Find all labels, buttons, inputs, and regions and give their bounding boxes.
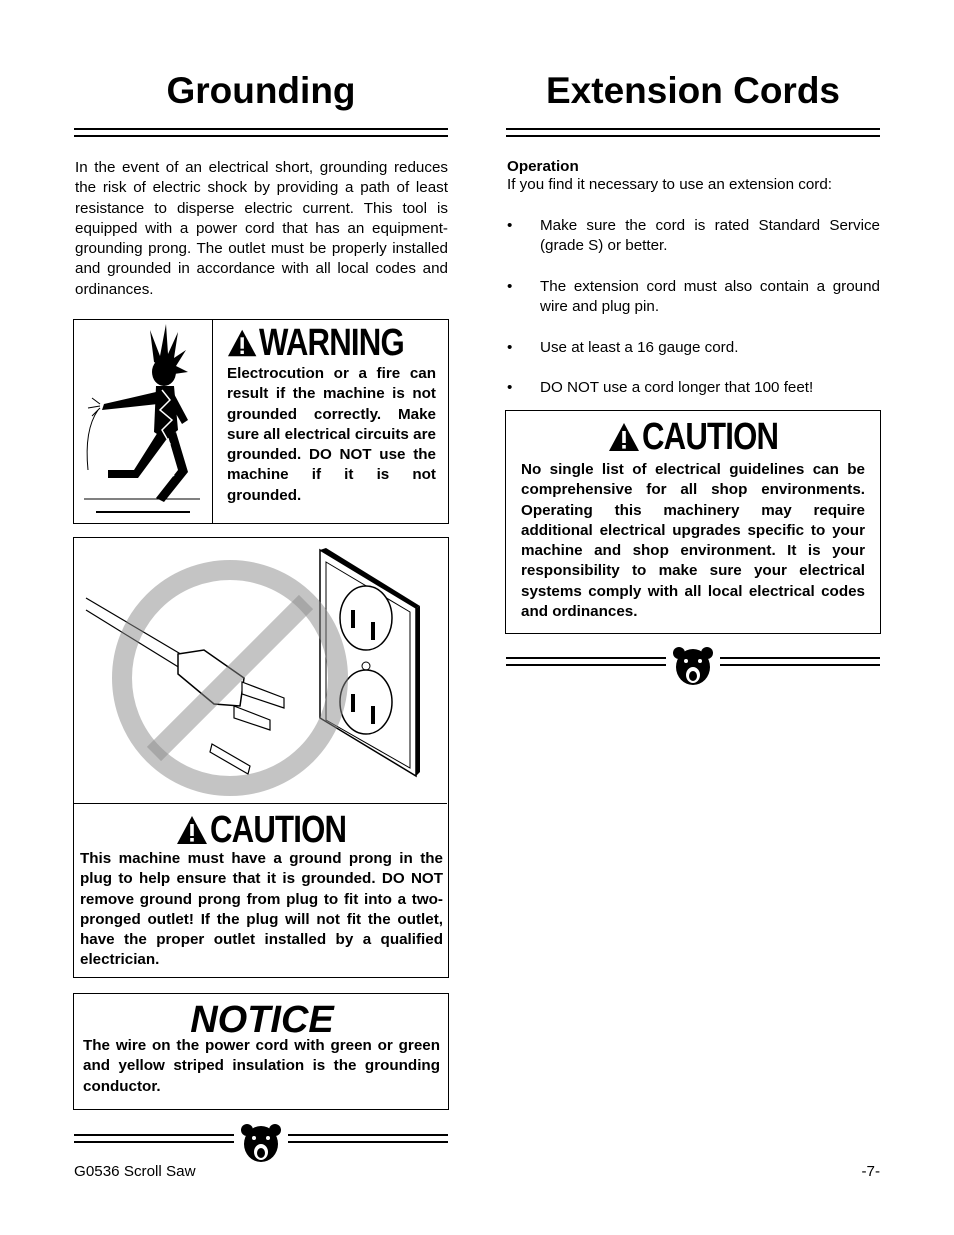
notice-box	[73, 993, 449, 1110]
right-caution-word: CAUTION	[641, 415, 779, 458]
list-item: • Use at least a 16 gauge cord.	[507, 338, 739, 356]
warning-word: WARNING	[259, 321, 405, 364]
operation-intro: If you find it necessary to use an extension cord:	[507, 176, 833, 193]
right-caution-signal	[506, 417, 880, 457]
outlet-caution-box	[73, 537, 449, 978]
extension-heading-rule	[506, 128, 880, 137]
warning-box	[73, 319, 449, 524]
bear-divider-right	[506, 645, 880, 689]
warning-text: Electrocution or a fire can result if the machine is not grounded correctly. Make sure all electrical circuits are grounded. DO NOT use the machine if it is not grounded.	[227, 365, 436, 504]
plug-outlet-illustration	[74, 538, 447, 804]
electrocution-illustration	[74, 320, 213, 523]
warning-triangle-icon	[227, 328, 257, 358]
grounding-heading: Grounding	[166, 70, 356, 111]
footer-page-number: -7-	[861, 1163, 880, 1180]
right-caution-text: No single list of electrical guidelines can be comprehensive for all shop environments. Operating this machinery may require additional electrical upgrades specific to your machine and shop environment. It is your responsibility to make sure your electrical systems comply with all local electrical codes and ordinances.	[521, 461, 865, 621]
list-item: • DO NOT use a cord longer that 100 feet!	[507, 379, 814, 397]
footer-model: G0536 Scroll Saw	[74, 1163, 196, 1180]
bear-divider-left	[74, 1122, 448, 1166]
bear-logo-icon	[239, 1122, 283, 1166]
notice-word: NOTICE	[190, 999, 334, 1041]
caution-triangle-icon	[608, 422, 640, 452]
bear-logo-icon	[671, 645, 715, 689]
warning-signal	[227, 321, 436, 364]
caution-word: CAUTION	[210, 808, 347, 851]
notice-text: The wire on the power cord with green or green and yellow striped insulation is the grounding conductor.	[83, 1037, 440, 1095]
no-two-prong-plug-icon	[74, 538, 447, 804]
list-item: • Make sure the cord is rated Standard Service (grade S) or better.	[507, 217, 880, 255]
caution-triangle-icon	[176, 815, 208, 845]
caution-signal	[80, 810, 443, 850]
electrocution-figure-icon	[74, 320, 213, 523]
operation-subheading: Operation	[507, 158, 579, 175]
right-caution-box	[505, 410, 881, 634]
caution-text: This machine must have a ground prong in the plug to help ensure that it is grounded. DO NOT remove ground prong from plug to fit into a two-pronged outlet! If the plug will not fit the outlet, have the proper outlet installed by a qualified electrician.	[80, 850, 443, 969]
list-item: • The extension cord must also contain a ground wire and plug pin.	[507, 277, 880, 316]
extension-bullet-list	[507, 216, 880, 419]
grounding-intro: In the event of an electrical short, grounding reduces the risk of electric shock by providing a path of least resistance to disperse electric current. This tool is equipped with a power cord that has an equipment-grounding prong. The outlet must be properly installed and grounded in accordance with all local codes and ordinances.	[75, 159, 448, 298]
grounding-heading-rule	[74, 128, 448, 137]
extension-cords-heading: Extension Cords	[546, 70, 840, 111]
